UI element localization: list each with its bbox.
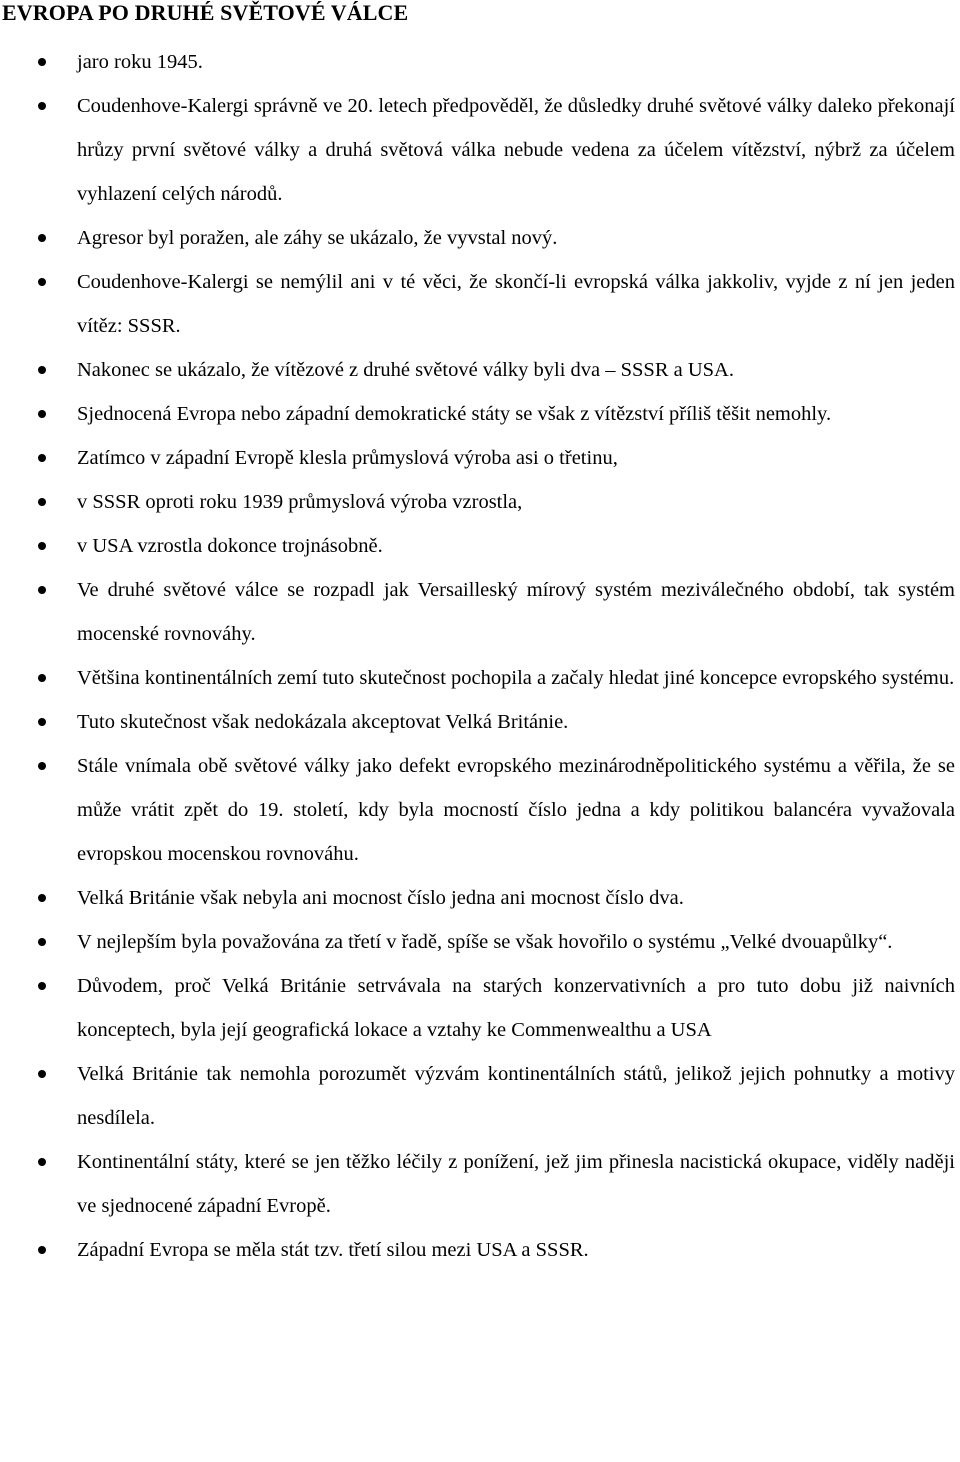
bullet-text: jaro roku 1945. [77, 51, 203, 73]
bullet-text: Ve druhé světové válce se rozpadl jak Versailleský mírový systém meziválečného období, tak systém mocenské rovnováhy. [77, 579, 955, 645]
bullet-item [0, 1140, 955, 1228]
bullet-item [0, 964, 955, 1052]
bullet-text: Coudenhove-Kalergi správně ve 20. letech předpověděl, že důsledky druhé světové války daleko překonají hrůzy první světové války a druhá světová válka nebude vedena za účelem vítězství, nýbrž za účelem vyhlazení celých národů. [77, 95, 955, 205]
bullet-item [0, 524, 955, 568]
bullet-text: Agresor byl poražen, ale záhy se ukázalo, že vyvstal nový. [77, 227, 558, 249]
bullet-item [0, 1228, 955, 1272]
bullet-icon [38, 1158, 46, 1166]
bullet-icon [38, 762, 46, 770]
bullet-text: v USA vzrostla dokonce trojnásobně. [77, 535, 383, 557]
bullet-icon [38, 982, 46, 990]
bullet-text: Sjednocená Evropa nebo západní demokratické státy se však z vítězství příliš těšit nemohly. [77, 403, 832, 425]
bullet-icon [38, 1246, 46, 1254]
bullet-icon [38, 1070, 46, 1078]
bullet-text: v SSSR oproti roku 1939 průmyslová výroba vzrostla, [77, 491, 523, 513]
bullet-icon [38, 366, 46, 374]
bullet-item [0, 568, 955, 656]
bullet-item [0, 744, 955, 876]
bullet-icon [38, 410, 46, 418]
bullet-icon [38, 102, 46, 110]
bullet-item [0, 920, 955, 964]
bullet-item [0, 84, 955, 216]
bullet-text: Většina kontinentálních zemí tuto skutečnost pochopila a začaly hledat jiné koncepce evropského systému. [77, 667, 955, 689]
bullet-icon [38, 894, 46, 902]
bullet-item [0, 436, 955, 480]
bullet-text: Nakonec se ukázalo, že vítězové z druhé světové války byli dva – SSSR a USA. [77, 359, 734, 381]
bullet-icon [38, 454, 46, 462]
bullet-icon [38, 938, 46, 946]
bullet-text: Tuto skutečnost však nedokázala akceptovat Velká Británie. [77, 711, 569, 733]
bullet-item [0, 480, 955, 524]
bullet-icon [38, 542, 46, 550]
bullet-item [0, 700, 955, 744]
bullet-text: Velká Británie však nebyla ani mocnost číslo jedna ani mocnost číslo dva. [77, 887, 684, 909]
bullet-text: Západní Evropa se měla stát tzv. třetí silou mezi USA a SSSR. [77, 1239, 589, 1261]
bullet-item [0, 40, 955, 84]
bullet-text: Coudenhove-Kalergi se nemýlil ani v té věci, že skončí-li evropská válka jakkoliv, vyjde z ní jen jeden vítěz: SSSR. [77, 271, 955, 337]
bullet-icon [38, 498, 46, 506]
bullet-icon [38, 674, 46, 682]
document-title: EVROPA PO DRUHÉ SVĚTOVÉ VÁLCE [2, 0, 409, 25]
bullet-text: Důvodem, proč Velká Británie setrvávala na starých konzervativních a pro tuto dobu již naivních konceptech, byla její geografická lokace a vztahy ke Commenwealthu a USA [77, 975, 955, 1041]
bullet-item [0, 260, 955, 348]
bullet-text: V nejlepším byla považována za třetí v řadě, spíše se však hovořilo o systému „Velké dvouapůlky“. [77, 931, 893, 953]
bullet-icon [38, 234, 46, 242]
bullet-text: Zatímco v západní Evropě klesla průmyslová výroba asi o třetinu, [77, 447, 618, 469]
bullet-item [0, 656, 955, 700]
bullet-icon [38, 586, 46, 594]
bullet-item [0, 392, 955, 436]
bullet-text: Stále vnímala obě světové války jako defekt evropského mezinárodněpolitického systému a věřila, že se může vrátit zpět do 19. století, kdy byla mocností číslo jedna a kdy politikou balancéra vyvažovala evropskou mocenskou rovnováhu. [77, 755, 955, 865]
bullet-text: Kontinentální státy, které se jen těžko léčily z ponížení, jež jim přinesla nacistická okupace, viděly naději ve sjednocené západní Evropě. [77, 1151, 955, 1217]
bullet-item [0, 1052, 955, 1140]
bullet-item [0, 216, 955, 260]
bullet-list [0, 40, 960, 1272]
bullet-icon [38, 718, 46, 726]
bullet-icon [38, 278, 46, 286]
bullet-item [0, 348, 955, 392]
bullet-text: Velká Británie tak nemohla porozumět výzvám kontinentálních států, jelikož jejich pohnutky a motivy nesdílela. [77, 1063, 955, 1129]
bullet-icon [38, 58, 46, 66]
bullet-item [0, 876, 955, 920]
